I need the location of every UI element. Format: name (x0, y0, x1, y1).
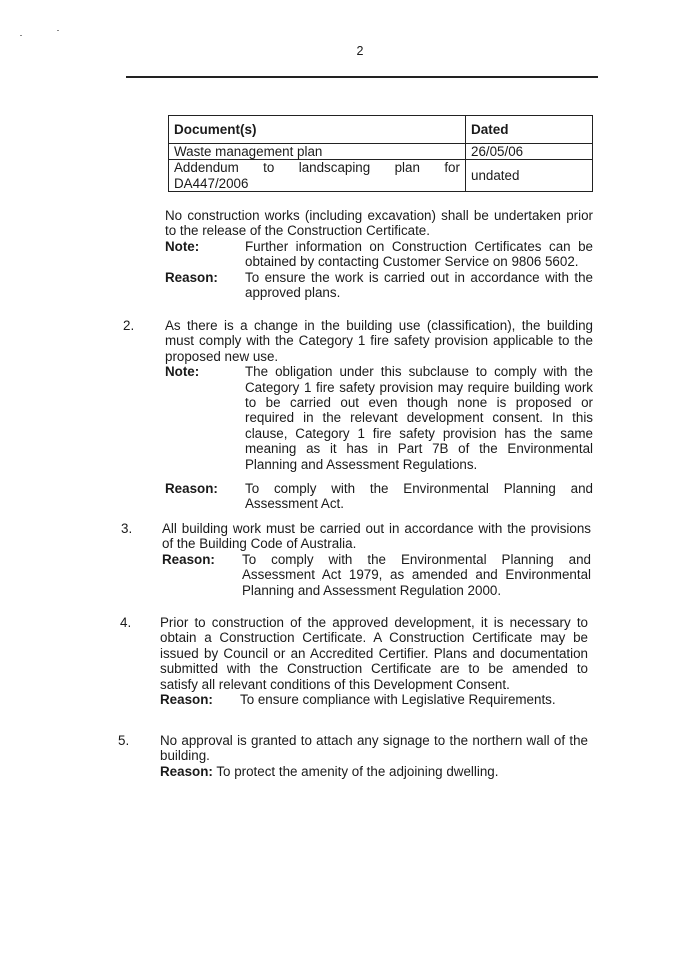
condition-text-line: satisfy all relevant conditions of this Development Consent. (160, 676, 510, 692)
condition-text-line: submitted with the Construction Certificate are to be amended to (160, 661, 588, 677)
dated-cell: 26/05/06 (466, 144, 593, 160)
condition-text-line: proposed new use. (165, 348, 279, 364)
condition-text-line: issued by Council or an Accredited Certifier. Plans and documentation (160, 645, 588, 661)
condition-number: 5. (118, 733, 130, 748)
word: Addendum (174, 160, 239, 176)
column-header-dated: Dated (466, 116, 593, 144)
table-header-row (169, 116, 593, 144)
word: landscaping (298, 160, 371, 176)
condition-1 (165, 208, 593, 300)
document-cell: Waste management plan (169, 144, 466, 160)
condition-3 (162, 521, 591, 598)
note-line: Planning and Assessment Regulations. (245, 456, 478, 472)
condition-text-line: All building work must be carried out in accordance with the provisions (162, 521, 591, 536)
reason-line: Planning and Assessment Regulation 2000. (242, 582, 502, 598)
condition-5 (160, 733, 588, 779)
note-label: Note: (165, 238, 200, 254)
condition-text-line: obtain a Construction Certificate. A Construction Certificate may be (160, 630, 588, 646)
condition-number: 2. (123, 318, 135, 333)
header-rule (126, 76, 598, 78)
scan-speck (20, 35, 22, 36)
reason-label: Reason: (160, 763, 213, 779)
document-cell (169, 160, 466, 192)
condition-text-line: to the release of the Construction Certificate. (165, 223, 430, 239)
note-line: Further information on Construction Certificates can be (245, 238, 593, 254)
reason-row (160, 764, 588, 779)
reason-line: Assessment Act 1979, as amended and Environmental (242, 567, 591, 583)
reason-text: To protect the amenity of the adjoining dwelling. (216, 763, 499, 779)
document-line (174, 160, 460, 175)
note-line: Category 1 fire safety provision may require building work (245, 379, 593, 395)
reason-row (162, 552, 591, 598)
condition-2 (165, 318, 593, 512)
condition-text-line: of the Building Code of Australia. (162, 536, 357, 552)
condition-text-line: As there is a change in the building use (classification), the building (165, 318, 593, 333)
note-row (165, 364, 593, 472)
page-number: 2 (356, 44, 364, 58)
table-row (169, 144, 593, 160)
reason-label: Reason: (165, 481, 218, 497)
word: to (263, 160, 275, 176)
reason-line: To ensure the work is carried out in accordance with the (245, 269, 593, 285)
documents-table (168, 115, 593, 192)
reason-label: Reason: (160, 692, 213, 708)
reason-row (165, 270, 593, 301)
reason-line: approved plans. (245, 285, 341, 301)
word: plan (394, 160, 420, 176)
note-row (165, 239, 593, 270)
note-label: Note: (165, 364, 200, 380)
reason-line: Assessment Act. (245, 496, 344, 512)
condition-text-line: building. (160, 748, 210, 764)
note-line: The obligation under this subclause to comply with the (245, 364, 593, 380)
condition-number: 3. (121, 521, 133, 536)
reason-line: To comply with the Environmental Planning and (245, 481, 593, 497)
document-line: DA447/2006 (174, 175, 249, 191)
note-line: obtained by contacting Customer Service on 9806 5602. (245, 254, 579, 270)
reason-line: To comply with the Environmental Planning and (242, 551, 591, 567)
reason-line: To ensure compliance with Legislative Requirements. (240, 692, 556, 708)
reason-row (160, 692, 588, 707)
reason-row (165, 481, 593, 512)
condition-text-line: must comply with the Category 1 fire safety provision applicable to the (165, 333, 593, 349)
condition-text-line: Prior to construction of the approved development, it is necessary to (160, 615, 588, 630)
condition-number: 4. (120, 615, 132, 630)
scan-speck (57, 30, 59, 31)
condition-4 (160, 615, 588, 707)
condition-text-line: No approval is granted to attach any signage to the northern wall of the (160, 733, 588, 748)
note-line: required in the relevant development consent. In this (245, 410, 593, 426)
note-line: meaning as it has in Part 7B of the Environmental (245, 441, 593, 457)
note-line: clause, Category 1 fire safety provision has the same (245, 425, 593, 441)
column-header-documents: Document(s) (169, 116, 466, 144)
condition-text-line: No construction works (including excavation) shall be undertaken prior (165, 208, 593, 223)
word: for (444, 160, 460, 176)
reason-label: Reason: (162, 551, 215, 567)
table-row (169, 160, 593, 192)
dated-cell: undated (466, 160, 593, 192)
note-line: to be carried out even though none is proposed or (245, 395, 593, 411)
reason-label: Reason: (165, 269, 218, 285)
